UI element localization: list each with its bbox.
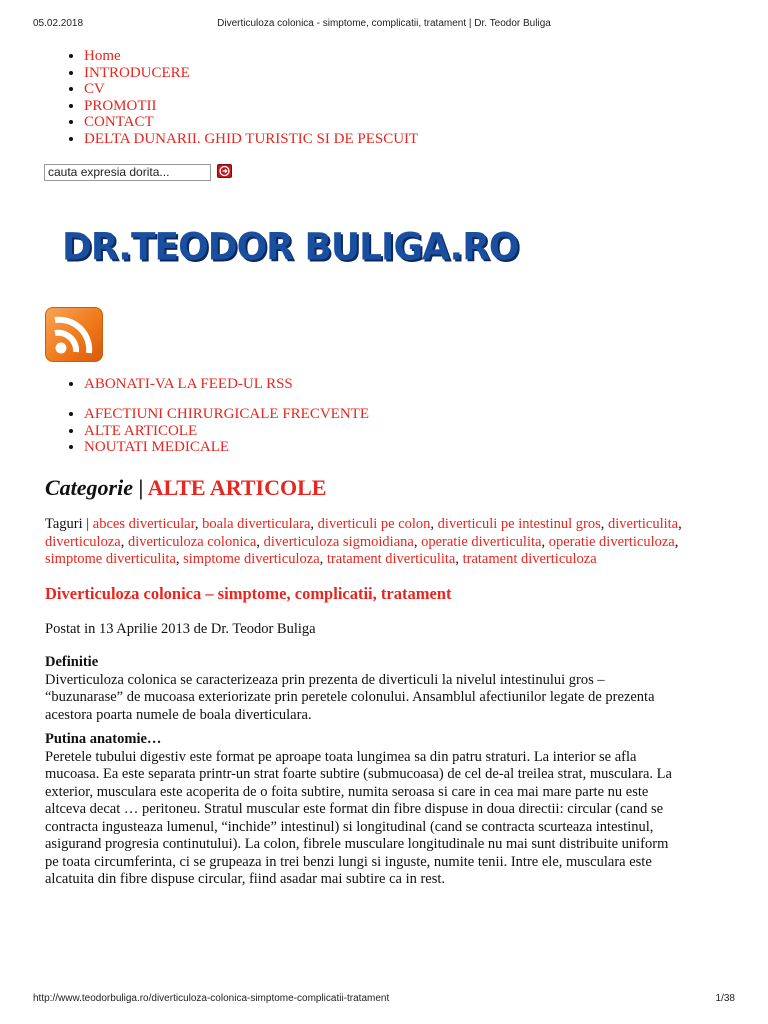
category-heading <box>45 475 326 501</box>
paragraph-line: mucoasa. Ea este separata printr-un strat foarte subtire (submucoasa) de cel de-al treilea strat, musculara. La <box>45 766 672 782</box>
nav-link[interactable]: INTRODUCERE <box>84 64 190 81</box>
print-url: http://www.teodorbuliga.ro/diverticuloza-colonica-simptome-complicatii-tratament <box>33 993 390 1004</box>
search-go-icon <box>218 165 231 177</box>
print-date: 05.02.2018 <box>33 18 84 29</box>
feed-list <box>44 376 293 393</box>
tag-link[interactable]: abces diverticular <box>92 516 195 532</box>
category-label: Categorie <box>45 475 133 500</box>
nav-item-delta-dunarii[interactable] <box>84 131 418 148</box>
print-page-title: Diverticuloza colonica - simptome, complicatii, tratament | Dr. Teodor Buliga <box>217 18 551 29</box>
paragraph-line: acestora poarta numele de boala diverticulara. <box>45 706 312 723</box>
nav-link[interactable]: Home <box>84 48 121 64</box>
tag-link[interactable]: diverticuli pe intestinul gros <box>437 516 601 532</box>
nav-link[interactable]: CV <box>84 81 105 97</box>
article-section-definitie <box>45 654 735 724</box>
nav-item-promotii[interactable] <box>84 98 418 115</box>
category-separator: | <box>138 475 144 500</box>
tag-list: Taguri | abces diverticular, boala diverticulara, diverticuli pe colon, diverticuli pe intestinul gros, diverticulita, diverticuloza, diverticuloza colonica, diverticuloza sigmoidiana, operatie diverticulita, operatie diverticuloza, simptome diverticulita, simptome diverticuloza, tratament diverticulita, tratament diverticuloza <box>45 516 682 567</box>
paragraph-line: pe toata circumferinta, ci se grupeaza in trei benzi lungi si inguste, numite tenii. Intre ele, musculara este <box>45 853 652 870</box>
tag-link[interactable]: tratament diverticulita <box>326 551 456 567</box>
main-nav <box>44 48 418 147</box>
tag-link[interactable]: simptome diverticuloza <box>183 551 320 567</box>
section-heading: Putina anatomie… <box>45 731 162 747</box>
category-menu-item[interactable] <box>84 423 369 440</box>
rss-feed-icon[interactable] <box>45 307 103 362</box>
feed-link[interactable]: ABONATI-VA LA FEED-UL RSS <box>84 376 293 392</box>
article-meta: Postat in 13 Aprilie 2013 de Dr. Teodor Buliga <box>45 621 316 637</box>
paragraph-line: Diverticuloza colonica se caracterizeaza prin prezenta de diverticuli la nivelul intestinului gros – <box>45 671 605 688</box>
site-logo[interactable]: DR.TEODOR BULIGA.RO <box>62 226 519 270</box>
category-link[interactable]: ALTE ARTICOLE <box>147 475 327 500</box>
article-section-anatomie <box>45 731 735 889</box>
search-button[interactable] <box>217 164 232 178</box>
paragraph-line: contracta ingusteaza lumenul, “inchide” intestinul) si longitudinal (cand se contracta scurteaza intestinul, <box>45 818 654 835</box>
paragraph-line: exterior, musculara este acoperita de o foita subtire, numita seroasa si care in cea mai mare parte nu este <box>45 783 649 800</box>
category-menu <box>44 406 369 456</box>
category-menu-item[interactable] <box>84 439 369 456</box>
feed-item[interactable] <box>84 376 293 393</box>
tag-link[interactable]: boala diverticulara <box>202 516 311 532</box>
paragraph-line: “buzunarase” de mucoasa exteriorizate prin peretele colonului. Ansamblul afectiunilor legate de prezenta <box>45 689 655 705</box>
paragraph-line: altceva decat … peritoneu. Stratul muscular este format din fibre dispuse in doua directii: circular (cand se <box>45 801 664 817</box>
section-heading: Definitie <box>45 654 99 670</box>
nav-link[interactable]: CONTACT <box>84 114 154 130</box>
category-menu-item[interactable] <box>84 406 369 423</box>
nav-link[interactable]: PROMOTII <box>84 97 157 114</box>
nav-item-contact[interactable] <box>84 114 418 131</box>
category-link[interactable]: AFECTIUNI CHIRURGICALE FRECVENTE <box>84 406 369 422</box>
tag-link[interactable]: diverticuloza colonica <box>127 533 257 550</box>
nav-link[interactable]: DELTA DUNARII. GHID TURISTIC SI DE PESCUIT <box>84 130 419 147</box>
tag-link[interactable]: diverticulita <box>608 516 679 532</box>
tag-link[interactable]: operatie diverticulita <box>421 533 542 550</box>
article-title[interactable]: Diverticuloza colonica – simptome, complicatii, tratament <box>45 584 452 603</box>
paragraph-line: asigurand progresia continutului). La colon, fibrele musculare longitudinale nu mai sunt distribuite uniform <box>45 836 669 852</box>
tag-link[interactable]: tratament diverticuloza <box>462 551 597 567</box>
tag-link[interactable]: diverticuloza <box>45 533 121 550</box>
category-link[interactable]: NOUTATI MEDICALE <box>84 439 230 455</box>
tag-link[interactable]: operatie diverticuloza <box>548 533 675 550</box>
tag-link[interactable]: diverticuloza sigmoidiana <box>263 533 414 550</box>
nav-item-cv[interactable] <box>84 81 418 98</box>
category-link[interactable]: ALTE ARTICOLE <box>84 422 198 439</box>
nav-item-introducere[interactable] <box>84 65 418 82</box>
search-input[interactable]: cauta expresia dorita... <box>44 164 211 181</box>
tag-link[interactable]: simptome diverticulita <box>45 551 176 567</box>
tags-label: Taguri | <box>45 516 90 532</box>
print-page-number: 1/38 <box>715 993 735 1004</box>
nav-item-home[interactable] <box>84 48 418 65</box>
paragraph-line: alcatuita din fibre dispuse circular, fiind asadar mai subtire ca in rest. <box>45 871 446 887</box>
paragraph-line: Peretele tubului digestiv este format pe aproape toata lungimea sa din patru straturi. La interior se afla <box>45 748 637 765</box>
tag-link[interactable]: diverticuli pe colon <box>317 516 431 532</box>
